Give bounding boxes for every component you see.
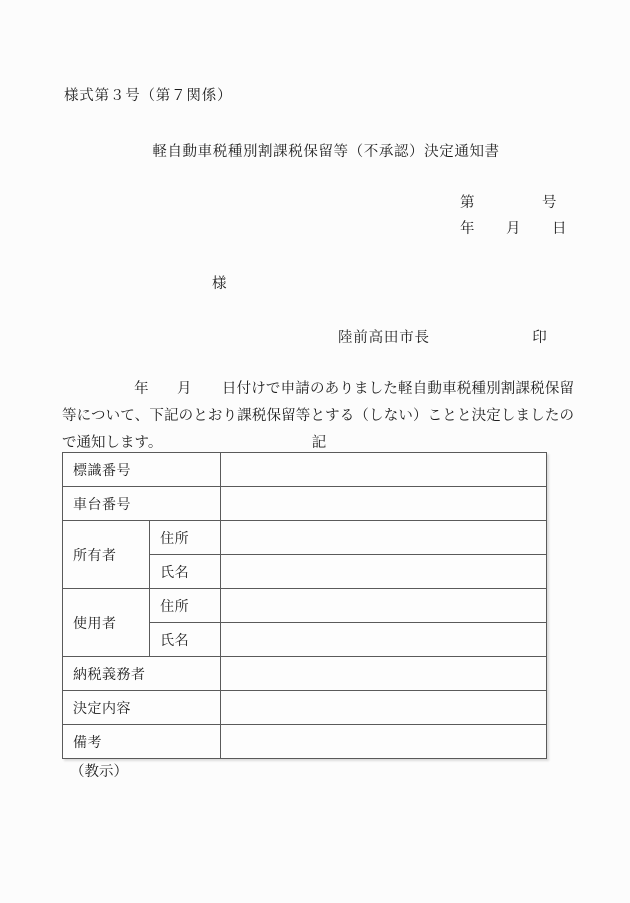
issuer-name: 陸前高田市長 xyxy=(338,330,430,346)
seal-mark: 印 xyxy=(532,330,548,346)
row-label-taxpayer: 納税義務者 xyxy=(63,657,221,691)
table-row xyxy=(63,691,547,725)
table-row xyxy=(63,725,547,759)
document-title: 軽自動車税種別割課税保留等（不承認）決定通知書 xyxy=(152,144,500,160)
kiji-marker: 記 xyxy=(311,435,327,451)
row-label-decision-content: 決定内容 xyxy=(63,691,221,725)
document-number-label: 第 xyxy=(460,195,475,211)
date-month-label: 月 xyxy=(506,221,521,237)
row-label-owner-address: 住所 xyxy=(150,521,221,555)
row-label-chassis-number: 車台番号 xyxy=(63,487,221,521)
row-label-owner: 所有者 xyxy=(63,521,150,589)
table-row xyxy=(63,589,547,623)
table-row xyxy=(63,453,547,487)
table-row xyxy=(63,487,547,521)
row-value-taxpayer[interactable] xyxy=(220,657,546,691)
form-number-header: 様式第３号（第７関係） xyxy=(64,88,233,104)
date-year-label: 年 xyxy=(460,221,475,237)
row-value-owner-address[interactable] xyxy=(220,521,546,555)
row-value-owner-name[interactable] xyxy=(220,555,546,589)
row-value-user-address[interactable] xyxy=(220,589,546,623)
row-value-user-name[interactable] xyxy=(220,623,546,657)
row-label-owner-name: 氏名 xyxy=(150,555,221,589)
document-number-unit: 号 xyxy=(542,195,557,211)
footer-note: （教示） xyxy=(70,764,128,780)
row-label-user: 使用者 xyxy=(63,589,150,657)
table-row xyxy=(63,657,547,691)
date-day-label: 日 xyxy=(552,221,567,237)
document-date-row xyxy=(460,216,572,242)
row-label-remarks: 備考 xyxy=(63,725,221,759)
vehicle-info-table xyxy=(62,452,547,759)
row-value-marker-number[interactable] xyxy=(220,453,546,487)
addressee-honorific: 様 xyxy=(212,276,227,292)
table-row xyxy=(63,521,547,555)
body-month-label: 月 xyxy=(176,381,192,397)
row-label-user-name: 氏名 xyxy=(150,623,221,657)
row-value-chassis-number[interactable] xyxy=(220,487,546,521)
row-value-decision-content[interactable] xyxy=(220,691,546,725)
document-meta-block xyxy=(460,190,572,242)
row-label-marker-number: 標識番号 xyxy=(63,453,221,487)
issuer-line xyxy=(338,326,548,347)
row-label-user-address: 住所 xyxy=(150,589,221,623)
row-value-remarks[interactable] xyxy=(220,725,546,759)
body-text-main: 日付けで申請のありました軽自動車税種別割課税保留等について、下記のとおり課税保留等とする（しない）ことと決定しましたので通知します。 xyxy=(62,381,575,451)
body-year-label: 年 xyxy=(134,381,149,397)
document-number-row xyxy=(460,190,572,216)
